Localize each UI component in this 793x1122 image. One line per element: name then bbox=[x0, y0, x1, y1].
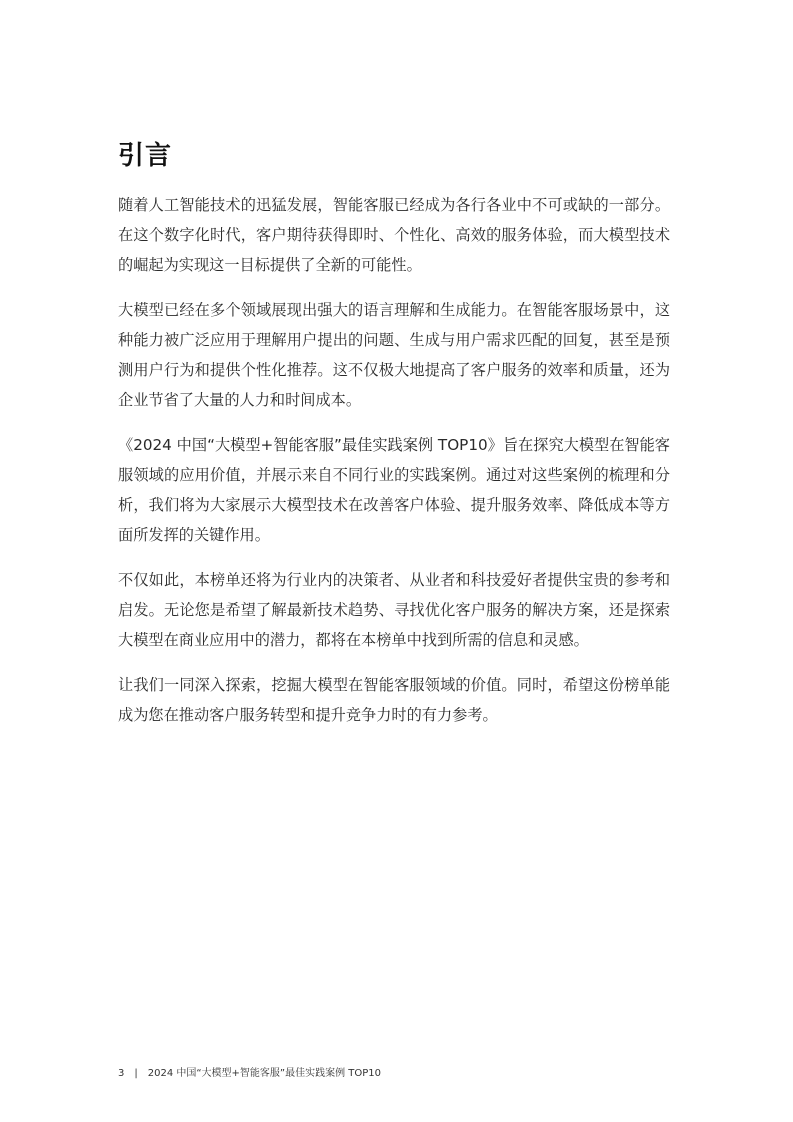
body-text bbox=[118, 190, 670, 745]
paragraph-5: 让我们一同深入探索，挖掘大模型在智能客服领域的价值。同时，希望这份榜单能成为您在推动客户服务转型和提升竞争力时的有力参考。 bbox=[118, 676, 670, 724]
footer-report-title: 2024 中国“大模型+智能客服”最佳实践案例 TOP10 bbox=[147, 1068, 382, 1079]
page-title: 引言 bbox=[118, 141, 173, 171]
paragraph-2: 大模型已经在多个领域展现出强大的语言理解和生成能力。在智能客服场景中，这种能力被广泛应用于理解用户提出的问题、生成与用户需求匹配的回复，甚至是预测用户行为和提供个性化推荐。这不仅极大地提高了客户服务的效率和质量，还为企业节省了大量的人力和时间成本。 bbox=[118, 301, 670, 409]
paragraph-4: 不仅如此，本榜单还将为行业内的决策者、从业者和科技爱好者提供宝贵的参考和启发。无论您是希望了解最新技术趋势、寻找优化客户服务的解决方案，还是探索大模型在商业应用中的潜力，都将在本榜单中找到所需的信息和灵感。 bbox=[118, 571, 670, 649]
page-footer bbox=[118, 1066, 381, 1082]
paragraph-1: 随着人工智能技术的迅猛发展，智能客服已经成为各行各业中不可或缺的一部分。在这个数字化时代，客户期待获得即时、个性化、高效的服务体验，而大模型技术的崛起为实现这一目标提供了全新的可能性。 bbox=[118, 196, 670, 274]
page-number: 3 bbox=[118, 1068, 125, 1079]
paragraph-3: 《2024 中国“大模型+智能客服”最佳实践案例 TOP10》旨在探究大模型在智能客服领域的应用价值，并展示来自不同行业的实践案例。通过对这些案例的梳理和分析，我们将为大家展示大模型技术在改善客户体验、提升服务效率、降低成本等方面所发挥的关键作用。 bbox=[118, 436, 670, 544]
footer-separator: | bbox=[134, 1068, 138, 1079]
